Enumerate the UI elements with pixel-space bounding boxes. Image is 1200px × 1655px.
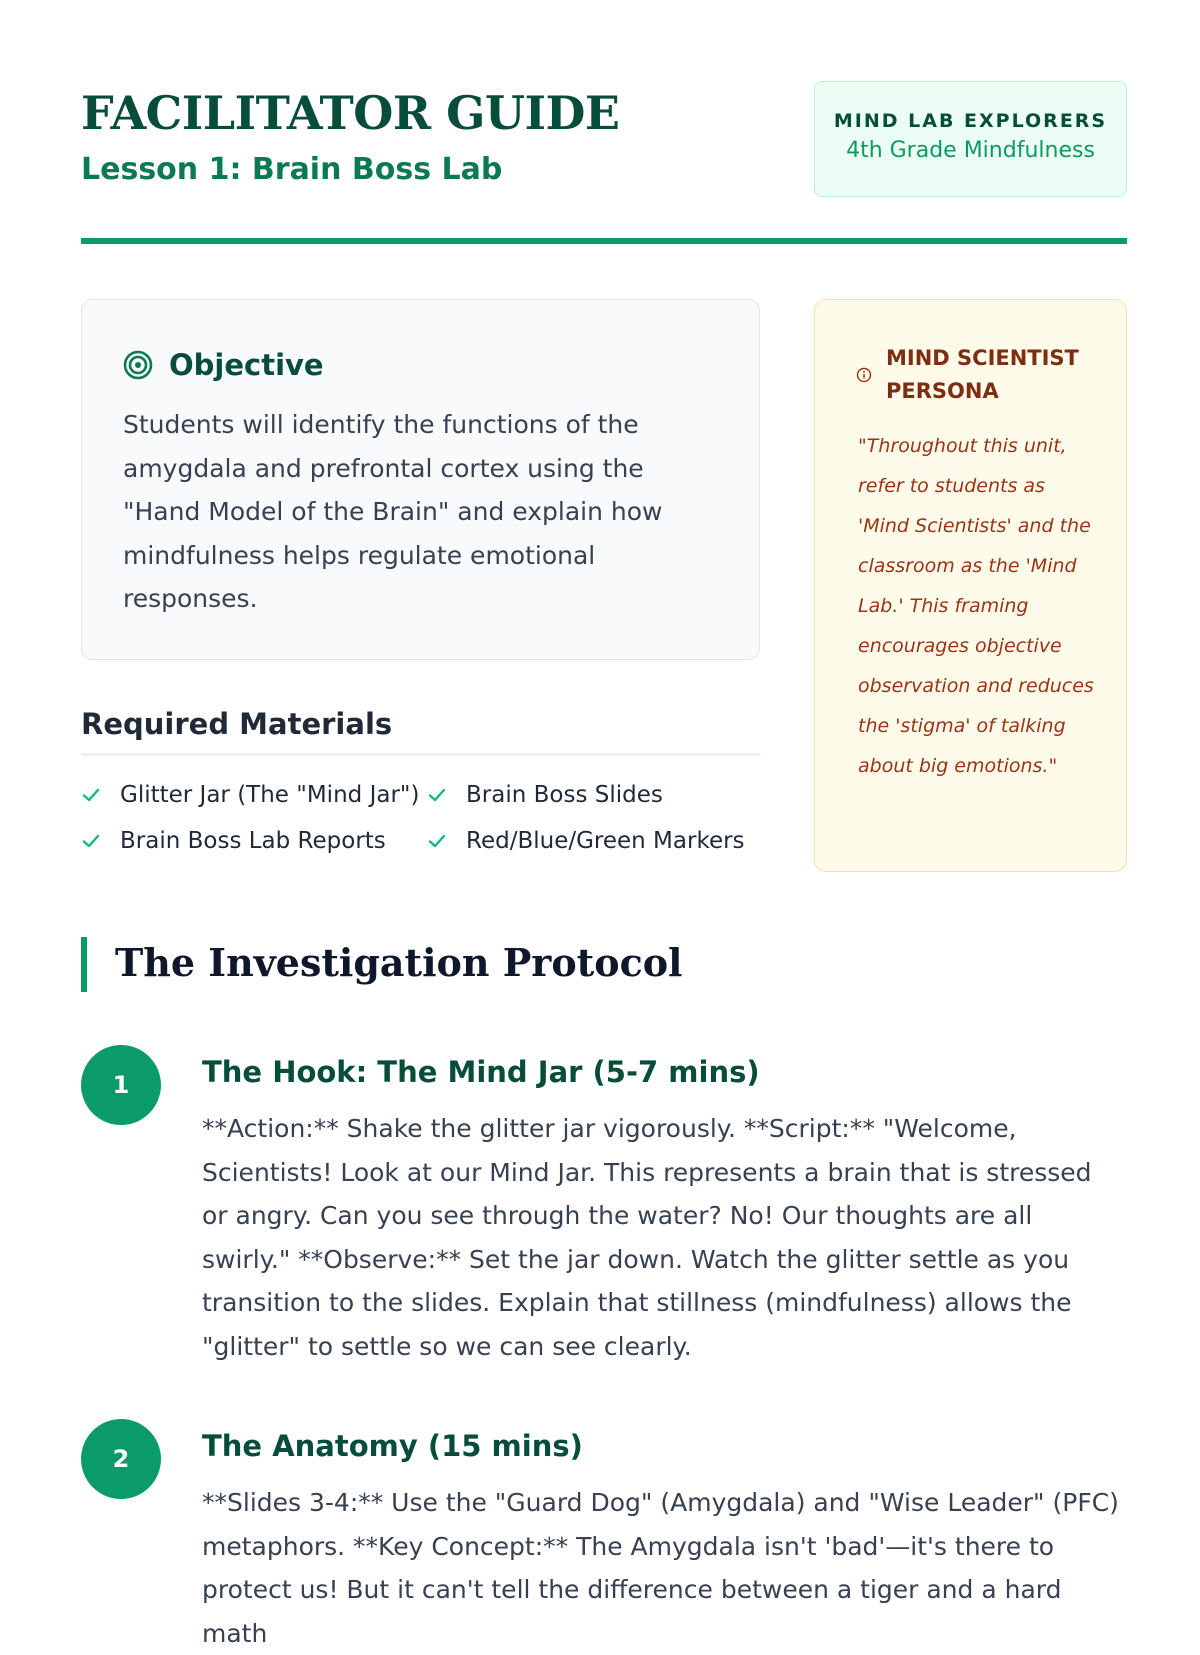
check-icon: [427, 785, 447, 805]
badge-title: MIND LAB EXPLORERS: [833, 110, 1108, 132]
header-divider: [81, 238, 1127, 244]
material-item: [81, 782, 419, 808]
persona-header: [856, 342, 1126, 408]
objective-title: Objective: [169, 348, 324, 382]
protocol-accent-bar: [81, 937, 87, 992]
material-label: Glitter Jar (The "Mind Jar"): [120, 782, 420, 808]
objective-card: [81, 299, 760, 660]
target-icon: [123, 350, 153, 380]
material-item: [427, 828, 745, 854]
persona-title: MIND SCIENTIST PERSONA: [886, 346, 1079, 403]
info-icon: [856, 367, 872, 383]
check-icon: [81, 831, 101, 851]
material-label: Brain Boss Lab Reports: [120, 828, 386, 854]
materials-divider: [81, 753, 760, 756]
material-label: Brain Boss Slides: [466, 782, 663, 808]
facilitator-guide-page: [81, 0, 1127, 1648]
protocol-title: The Investigation Protocol: [115, 940, 683, 985]
check-icon: [427, 831, 447, 851]
badge-subtitle: 4th Grade Mindfulness: [846, 138, 1095, 163]
check-icon: [81, 785, 101, 805]
step-body: **Slides 3-4:** Use the "Guard Dog" (Amygdala) and "Wise Leader" (PFC) metaphors. **Key Concept:** The Amygdala isn't 'bad'—it's there to protect us! But it can't tell the difference between a tiger and a hard math: [202, 1488, 1119, 1648]
persona-card: [814, 299, 1127, 872]
material-item: [81, 828, 386, 854]
step-title: The Hook: The Mind Jar (5-7 mins): [202, 1055, 760, 1089]
materials-title: Required Materials: [81, 707, 393, 741]
step-title: The Anatomy (15 mins): [202, 1429, 583, 1463]
material-label: Red/Blue/Green Markers: [466, 828, 745, 854]
lesson-subtitle: Lesson 1: Brain Boss Lab: [81, 152, 503, 187]
persona-quote: "Throughout this unit, refer to students as 'Mind Scientists' and the classroom as the 'Mind Lab.' This framing encourages objective observation and reduces the 'stigma' of talking about big emotions.": [858, 435, 1094, 777]
page-title: FACILITATOR GUIDE: [81, 86, 620, 140]
program-badge: [814, 81, 1127, 197]
material-item: [427, 782, 663, 808]
objective-text: Students will identify the functions of the amygdala and prefrontal cortex using the "Hand Model of the Brain" and explain how mindfulness helps regulate emotional responses.: [123, 410, 663, 613]
objective-header: [123, 348, 324, 382]
step-number-badge: 1: [81, 1045, 161, 1125]
step-body: **Action:** Shake the glitter jar vigorously. **Script:** "Welcome, Scientists! Look at our Mind Jar. This represents a brain that is stressed or angry. Can you see through the water? No! Our thoughts are all swirly." **Observe:** Set the jar down. Watch the glitter settle as you transition to the slides. Explain that stillness (mindfulness) allows the "glitter" to settle so we can see clearly.: [202, 1114, 1092, 1361]
step-number-badge: 2: [81, 1419, 161, 1499]
